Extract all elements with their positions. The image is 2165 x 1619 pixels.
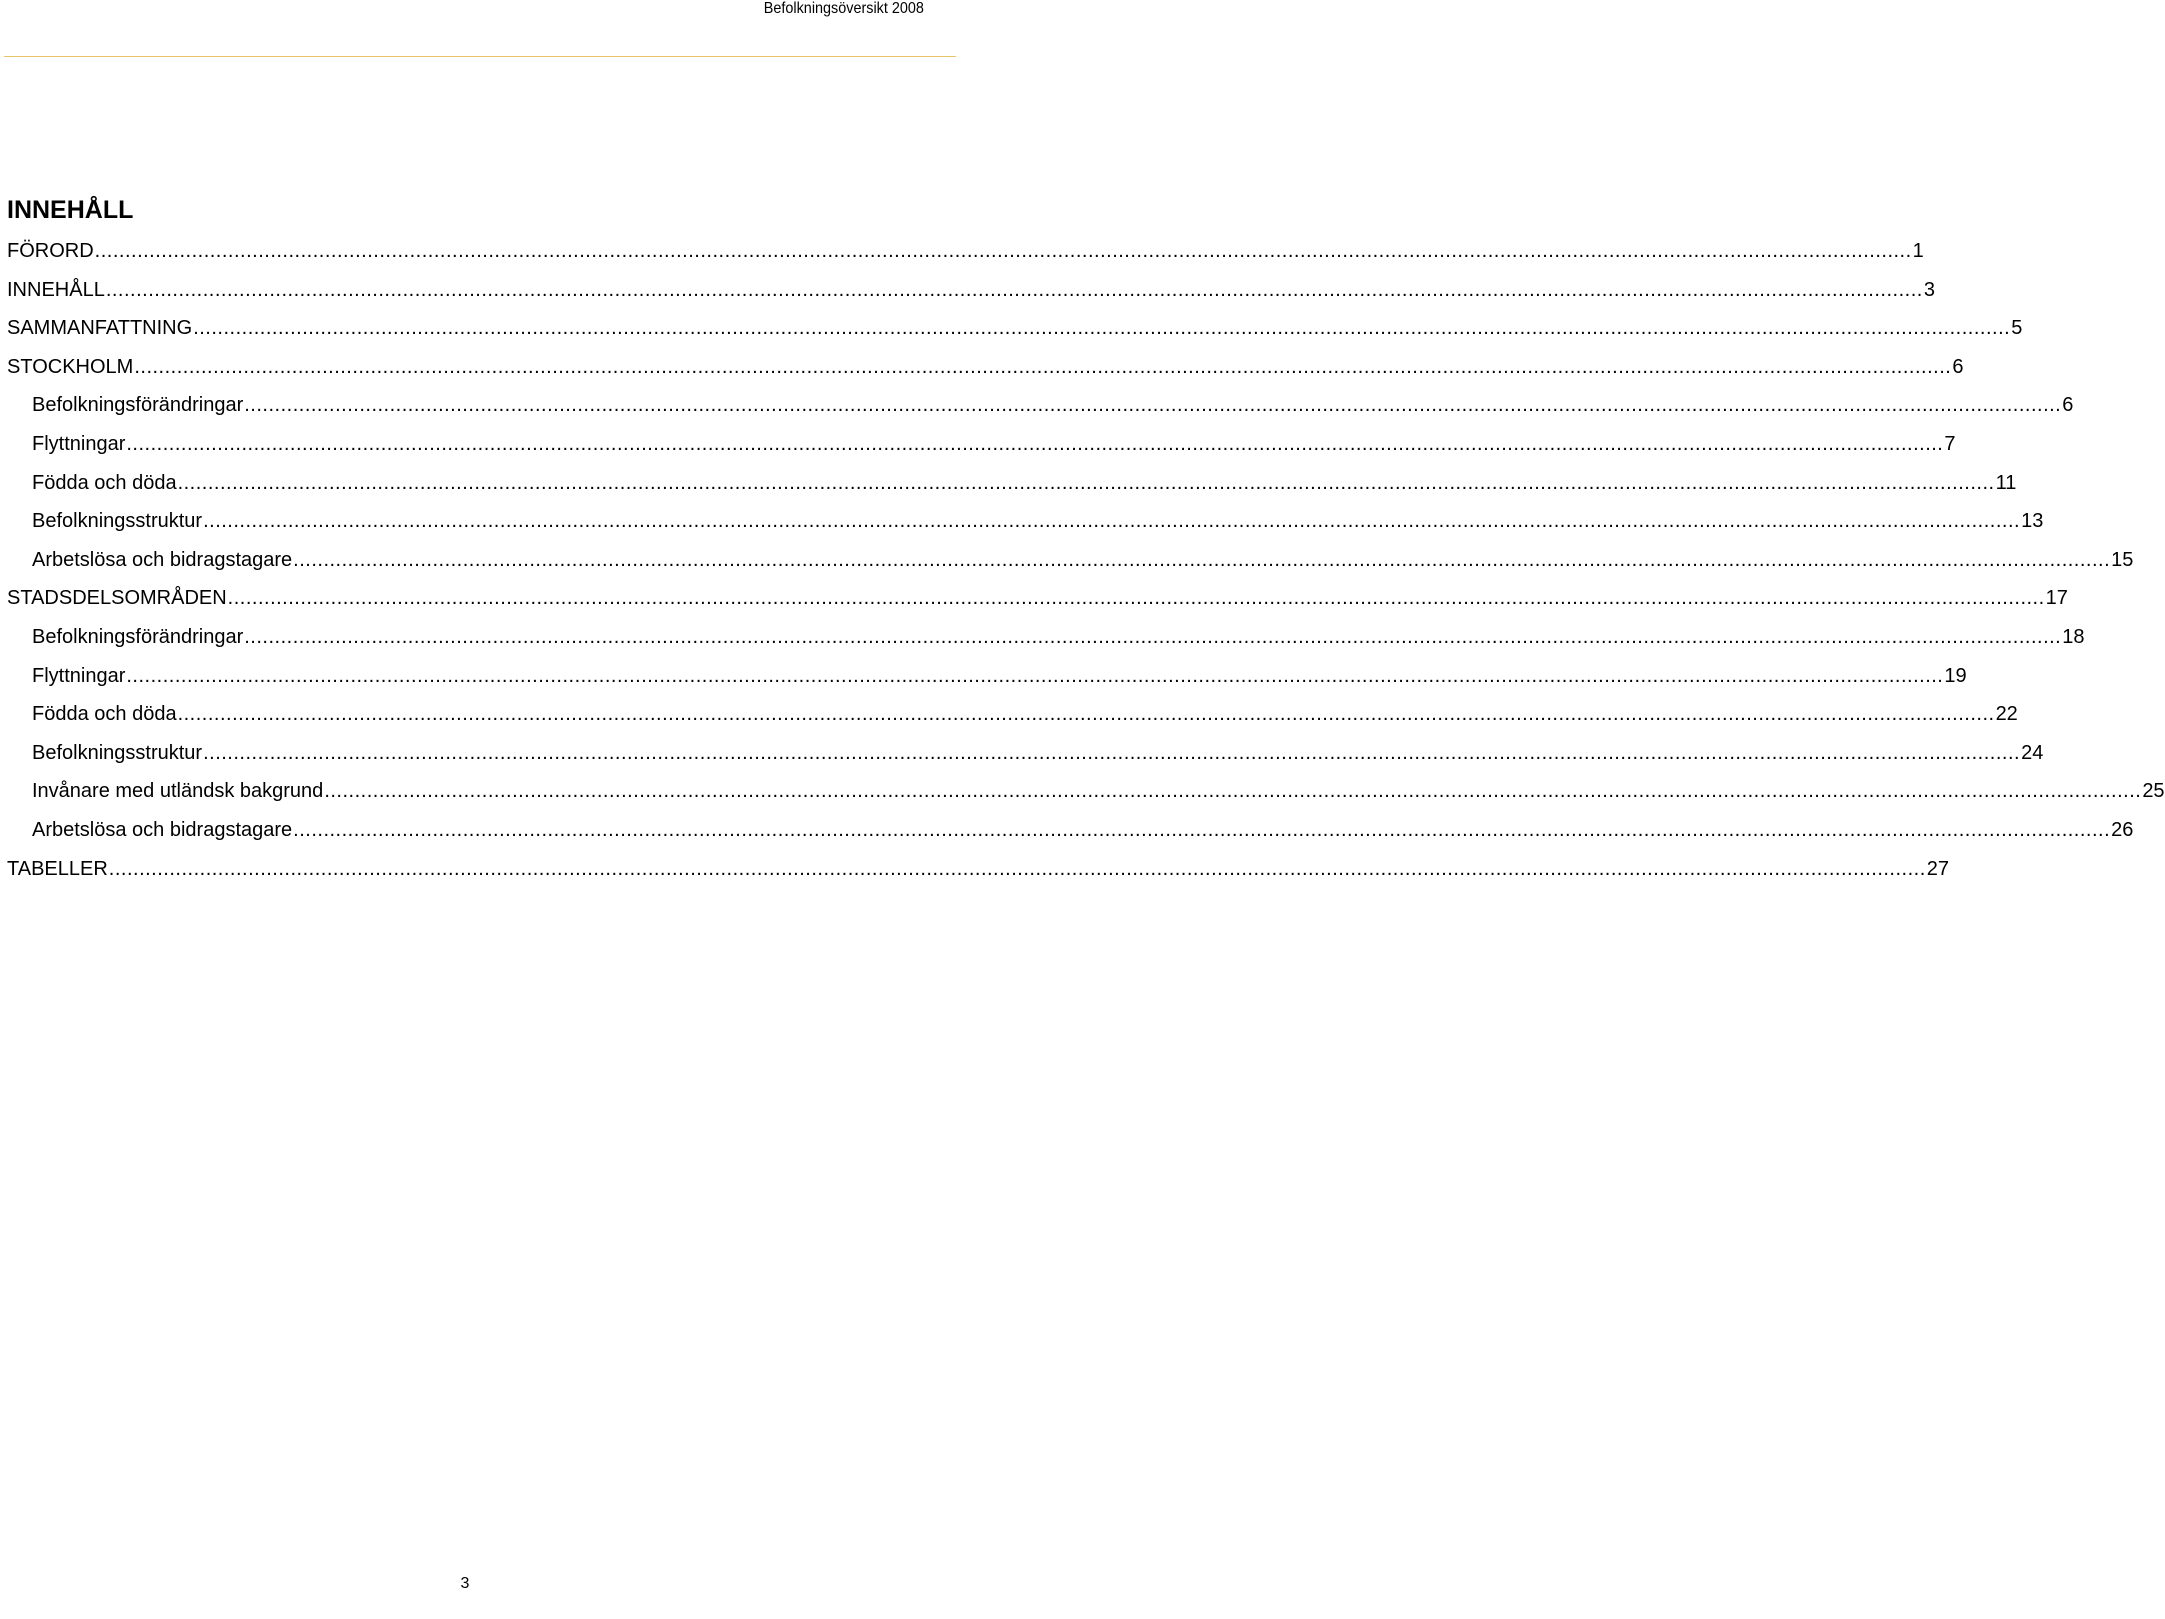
toc-entry-page: 26 <box>2111 818 2134 841</box>
toc-entry-page: 6 <box>2062 394 2074 417</box>
toc-dot-leader: ............................................................................................................................................................................................................................................................................................................ <box>324 780 2142 803</box>
toc-dot-leader: ............................................................................................................................................................................................................................................................................................................ <box>227 587 2045 610</box>
toc-dot-leader: ............................................................................................................................................................................................................................................................................................................ <box>244 625 2062 648</box>
toc-entry-page: 18 <box>2062 625 2085 648</box>
toc-entry-label: TABELLER <box>7 857 108 880</box>
header-rule <box>4 56 956 57</box>
toc-entry-page: 24 <box>2021 741 2044 764</box>
toc-entry-page: 1 <box>1912 240 1924 262</box>
toc-dot-leader: ............................................................................................................................................................................................................................................................................................................ <box>134 355 1952 378</box>
toc-entry-label: Arbetslösa och bidragstagare <box>32 548 293 571</box>
toc-dot-leader: ............................................................................................................................................................................................................................................................................................................ <box>203 741 2021 764</box>
toc-entry-label: Befolkningsstruktur <box>32 510 203 533</box>
toc-entry[interactable] <box>7 471 2017 511</box>
toc-dot-leader: ............................................................................................................................................................................................................................................................................................................ <box>293 548 2111 571</box>
toc-entry-page: 19 <box>1944 664 1967 687</box>
toc-entry-label: Befolkningsstruktur <box>32 741 203 764</box>
toc-entry-page: 3 <box>1923 278 1935 301</box>
toc-entry-label: Flyttningar <box>32 664 126 687</box>
toc-dot-leader: ............................................................................................................................................................................................................................................................................................................ <box>108 857 1926 880</box>
toc-entry-page: 6 <box>1952 355 1964 378</box>
toc-list <box>7 240 2165 896</box>
toc-entry-label: Befolkningsförändringar <box>32 625 244 648</box>
toc-entry-page: 5 <box>2011 317 2023 340</box>
toc-entry-page: 22 <box>1995 703 2018 726</box>
toc-entry-label: STADSDELSOMRÅDEN <box>7 587 227 610</box>
toc-entry-page: 25 <box>2142 780 2165 803</box>
toc-entry[interactable] <box>7 432 1956 472</box>
toc-dot-leader: ............................................................................................................................................................................................................................................................................................................ <box>126 664 1944 687</box>
toc-entry[interactable] <box>7 394 2074 433</box>
toc-entry-page: 7 <box>1944 432 1956 455</box>
toc-entry-label: FÖRORD <box>7 240 94 262</box>
toc-dot-leader: ............................................................................................................................................................................................................................................................................................................ <box>177 471 1995 494</box>
toc-entry[interactable] <box>7 510 2044 549</box>
toc-entry[interactable] <box>7 780 2165 819</box>
toc-entry[interactable] <box>7 857 1950 897</box>
toc-entry-label: Arbetslösa och bidragstagare <box>32 818 293 841</box>
toc-entry-page: 11 <box>1995 471 2017 494</box>
toc-entry-page: 17 <box>2045 587 2068 610</box>
toc-entry[interactable] <box>7 703 2018 742</box>
toc-dot-leader: ............................................................................................................................................................................................................................................................................................................ <box>105 278 1923 301</box>
toc-entry-label: Invånare med utländsk bakgrund <box>32 780 324 803</box>
toc-entry[interactable] <box>7 587 2068 626</box>
toc-entry-label: STOCKHOLM <box>7 355 134 378</box>
running-header-title: Befolkningsöversikt 2008 <box>763 0 924 17</box>
toc-entry[interactable] <box>7 741 2044 781</box>
toc-entry-label: Födda och döda <box>32 703 177 726</box>
toc-dot-leader: ............................................................................................................................................................................................................................................................................................................ <box>177 703 1995 726</box>
toc-entry-page: 15 <box>2111 548 2134 571</box>
page-number: 3 <box>460 1575 470 1592</box>
toc-dot-leader: ............................................................................................................................................................................................................................................................................................................ <box>203 510 2021 533</box>
toc-entry[interactable] <box>7 240 1924 279</box>
toc-entry-label: Flyttningar <box>32 432 126 455</box>
toc-entry[interactable] <box>7 548 2134 588</box>
toc-dot-leader: ............................................................................................................................................................................................................................................................................................................ <box>94 240 1912 262</box>
toc-entry[interactable] <box>7 818 2134 858</box>
toc-entry[interactable] <box>7 355 1964 395</box>
toc-entry-label: SAMMANFATTNING <box>7 317 193 340</box>
toc-entry-label: Befolkningsförändringar <box>32 394 244 417</box>
toc-dot-leader: ............................................................................................................................................................................................................................................................................................................ <box>293 818 2111 841</box>
toc-entry-page: 13 <box>2021 510 2044 533</box>
toc-entry[interactable] <box>7 625 2085 665</box>
toc-entry[interactable] <box>7 317 2023 356</box>
toc-dot-leader: ............................................................................................................................................................................................................................................................................................................ <box>193 317 2011 340</box>
toc-entry[interactable] <box>7 278 1935 318</box>
toc-dot-leader: ............................................................................................................................................................................................................................................................................................................ <box>244 394 2062 417</box>
toc-entry-label: INNEHÅLL <box>7 278 105 301</box>
toc-entry-label: Födda och döda <box>32 471 177 494</box>
toc-dot-leader: ............................................................................................................................................................................................................................................................................................................ <box>126 432 1944 455</box>
toc-entry-page: 27 <box>1926 857 1950 880</box>
toc-entry[interactable] <box>7 664 1967 704</box>
toc-title: INNEHÅLL <box>7 196 134 224</box>
